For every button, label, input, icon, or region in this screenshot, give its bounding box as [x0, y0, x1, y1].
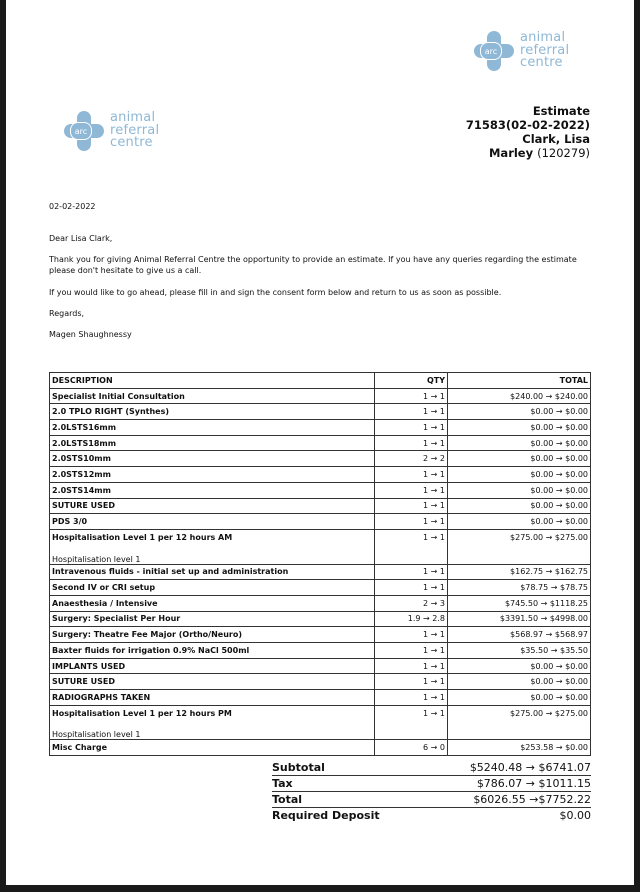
table-header-row	[50, 373, 591, 389]
patient-id: (120279)	[537, 146, 590, 160]
table-row: 2.0STS12mm 1 → 1 $0.00 → $0.00	[50, 467, 591, 483]
col-description: DESCRIPTION	[50, 373, 375, 389]
table-row: 2.0LSTS18mm 1 → 1 $0.00 → $0.00	[50, 435, 591, 451]
estimate-header	[466, 104, 590, 160]
table-row: Surgery: Theatre Fee Major (Ortho/Neuro) 1 → 1 $568.97 → $568.97	[50, 627, 591, 643]
deposit-label: Required Deposit	[272, 809, 380, 822]
table-row: Specialist Initial Consultation 1 → 1 $240.00 → $240.00	[50, 388, 591, 404]
logo-text: animal referral centre	[110, 110, 160, 151]
letter-greeting: Dear Lisa Clark,	[49, 234, 113, 243]
table-row-note: Hospitalisation level 1	[50, 720, 591, 740]
logo-text: animal referral centre	[520, 30, 570, 71]
estimate-ref: 71583(02-02-2022)	[465, 118, 590, 132]
subtotal-label: Subtotal	[272, 760, 422, 776]
estimate-page	[6, 0, 634, 885]
arc-logo-main	[64, 111, 159, 151]
table-row: Hospitalisation Level 1 per 12 hours PM 1 → 1 $275.00 → $275.00	[50, 705, 591, 720]
table-row: Hospitalisation Level 1 per 12 hours AM 1 → 1 $275.00 → $275.00	[50, 529, 591, 544]
table-row: 2.0 TPLO RIGHT (Synthes) 1 → 1 $0.00 → $0.00	[50, 404, 591, 420]
letter-regards: Regards,	[49, 309, 85, 318]
table-row: Baxter fluids for irrigation 0.9% NaCl 500ml 1 → 1 $35.50 → $35.50	[50, 643, 591, 659]
letter-para-1: Thank you for giving Animal Referral Centre the opportunity to provide an estimate. If you have any queries regarding the estimate please don't hesitate to give us a call.	[49, 255, 577, 275]
table-row: Intravenous fluids - initial set up and administration 1 → 1 $162.75 → $162.75	[50, 564, 591, 580]
client-name: Clark, Lisa	[522, 132, 590, 146]
total-value: $6026.55 →$7752.22	[422, 792, 591, 808]
table-row: 2.0LSTS16mm 1 → 1 $0.00 → $0.00	[50, 420, 591, 436]
table-row: RADIOGRAPHS TAKEN 1 → 1 $0.00 → $0.00	[50, 690, 591, 706]
table-row: Surgery: Specialist Per Hour 1.9 → 2.8 $3391.50 → $4998.00	[50, 611, 591, 627]
estimate-summary	[272, 760, 591, 823]
estimate-title: Estimate	[532, 104, 590, 118]
table-row: Misc Charge 6 → 0 $253.58 → $0.00	[50, 740, 591, 756]
col-qty: QTY	[375, 373, 448, 389]
table-row: 2.0STS14mm 1 → 1 $0.00 → $0.00	[50, 482, 591, 498]
estimate-table	[49, 372, 591, 756]
table-row: PDS 3/0 1 → 1 $0.00 → $0.00	[50, 514, 591, 530]
arc-cross-icon: arc	[64, 111, 104, 151]
tax-label: Tax	[272, 776, 422, 792]
table-row: 2.0STS10mm 2 → 2 $0.00 → $0.00	[50, 451, 591, 467]
letter-date: 02-02-2022	[49, 202, 96, 211]
table-row: Second IV or CRI setup 1 → 1 $78.75 → $78.75	[50, 580, 591, 596]
subtotal-row	[272, 760, 591, 776]
patient-name: Marley	[488, 146, 534, 160]
table-row: SUTURE USED 1 → 1 $0.00 → $0.00	[50, 498, 591, 514]
arc-logo-top	[474, 31, 569, 71]
letter-para-2: If you would like to go ahead, please fill in and sign the consent form below and return to us as soon as possible.	[49, 288, 502, 297]
deposit-row	[272, 808, 591, 824]
table-row: SUTURE USED 1 → 1 $0.00 → $0.00	[50, 674, 591, 690]
total-label: Total	[272, 792, 422, 808]
tax-value: $786.07 → $1011.15	[422, 776, 591, 792]
letter-signature: Magen Shaughnessy	[49, 330, 132, 339]
table-row-note: Hospitalisation level 1	[50, 545, 591, 565]
col-total: TOTAL	[448, 373, 591, 389]
table-row: Anaesthesia / Intensive 2 → 3 $745.50 → $1118.25	[50, 595, 591, 611]
tax-row	[272, 776, 591, 792]
deposit-value: $0.00	[559, 809, 591, 822]
arc-cross-icon: arc	[474, 31, 514, 71]
patient-line	[466, 146, 590, 160]
table-row: IMPLANTS USED 1 → 1 $0.00 → $0.00	[50, 658, 591, 674]
total-row	[272, 792, 591, 808]
subtotal-value: $5240.48 → $6741.07	[422, 760, 591, 776]
